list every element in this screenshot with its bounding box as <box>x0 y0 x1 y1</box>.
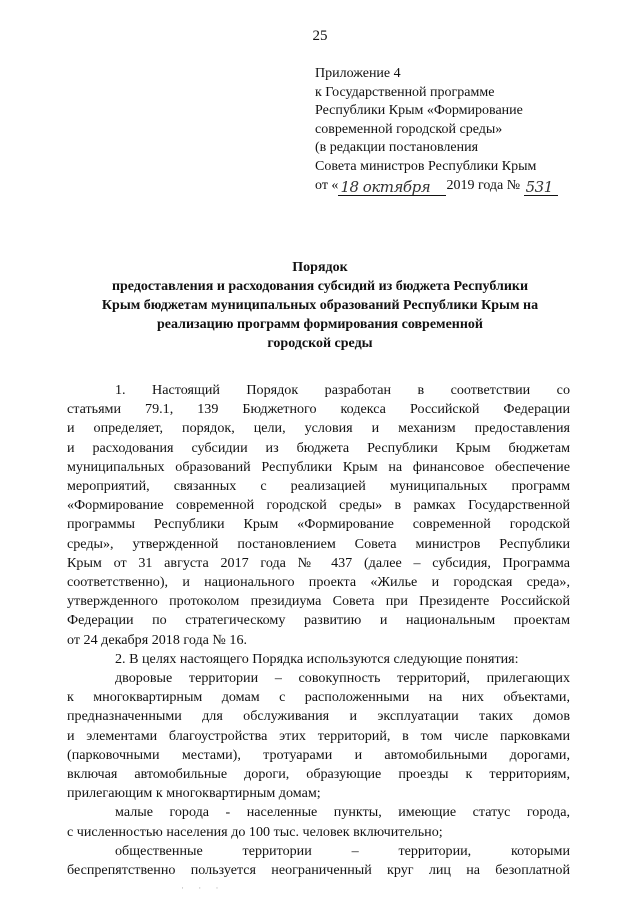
body-line: от 24 декабря 2018 года № 16. <box>67 631 248 648</box>
date-suffix: 2019 года № <box>446 177 521 193</box>
title-line: предоставления и расходования субсидий из бюджета Республики <box>111 279 529 294</box>
body-line: предназначенными для обслуживания и эксплуатации таких домов <box>67 708 570 725</box>
appendix-line: Приложение 4 <box>315 66 401 81</box>
body-line: прилегающим к многоквартирным домам; <box>67 785 321 802</box>
body-line: и элементами благоустройства этих территорий, в том числе парковками <box>67 727 570 744</box>
appendix-line: Совета министров Республики Крым <box>315 158 537 174</box>
body-line: с численностью населения до 100 тыс. человек включительно; <box>67 823 443 840</box>
body-line: 1. Настоящий Порядок разработан в соответствии со <box>115 382 570 398</box>
body-line: Федерации по стратегическому развитию и национальным проектам <box>67 612 570 629</box>
body-line: и расходования субсидии из бюджета Республики Крым бюджетам <box>67 439 570 456</box>
scan-artifact: · · · <box>181 883 225 893</box>
appendix-line: к Государственной программе <box>315 84 495 100</box>
date-field <box>338 177 446 197</box>
body-line: муниципальных образований Республики Крым на финансовое обеспечение <box>67 458 570 475</box>
body-line: «Формирование современной городской среды» в рамках Государственной <box>67 497 570 514</box>
body-line: и определяет, порядок, цели, условия и механизм предоставления <box>67 420 570 437</box>
body-line: к многоквартирным домам с расположенными на них объектами, <box>67 689 570 706</box>
body-line: Крым от 31 августа 2017 года № 437 (далее – субсидия, Программа <box>67 554 570 571</box>
title-line: реализацию программ формирования современной <box>156 317 483 332</box>
body-line: утвержденного протоколом президиума Совета при Президенте Российской <box>67 593 570 610</box>
title-line: Крым бюджетам муниципальных образований Республики Крым на <box>101 298 539 313</box>
body-line: общественные территории – территории, которыми <box>115 842 570 859</box>
date-prefix: от « <box>315 177 339 193</box>
appendix-line: (в редакции постановления <box>315 140 479 156</box>
body-line: программы Республики Крым «Формирование современной городской <box>67 516 570 533</box>
body-line: соответственно), и национального проекта «Жилье и городская среда», <box>67 574 570 591</box>
body-line: среды», утвержденной постановлением Совета министров Республики <box>67 535 570 552</box>
body-line: включая автомобильные дороги, образующие проезды к территориям, <box>67 766 570 783</box>
page-number: 25 <box>312 28 328 44</box>
appendix-line: современной городской среды» <box>315 121 503 137</box>
appendix-line: Республики Крым «Формирование <box>315 103 523 119</box>
handwritten-number: 531 <box>525 177 553 196</box>
body-line: статьями 79.1, 139 Бюджетного кодекса Российской Федерации <box>67 401 570 418</box>
body-line: малые города - населенные пункты, имеющие статус города, <box>115 804 570 821</box>
handwritten-date: 18 октября <box>340 177 431 196</box>
appendix-block <box>315 65 615 196</box>
body-line: (парковочными местами), тротуарами и автомобильными дорогами, <box>67 746 570 763</box>
body-line: дворовые территории – совокупность территорий, прилегающих <box>115 670 570 687</box>
body-line: беспрепятственно пользуется неограниченный круг лиц на безоплатной <box>67 862 570 879</box>
document-body <box>67 381 570 880</box>
number-field <box>524 177 558 197</box>
body-line: мероприятий, связанных с реализацией муниципальных программ <box>67 478 570 495</box>
document-title <box>60 258 580 353</box>
body-line: 2. В целях настоящего Порядка используются следующие понятия: <box>115 650 519 667</box>
title-line: городской среды <box>267 336 373 351</box>
title-line: Порядок <box>292 260 348 275</box>
decree-date-line <box>315 177 615 197</box>
